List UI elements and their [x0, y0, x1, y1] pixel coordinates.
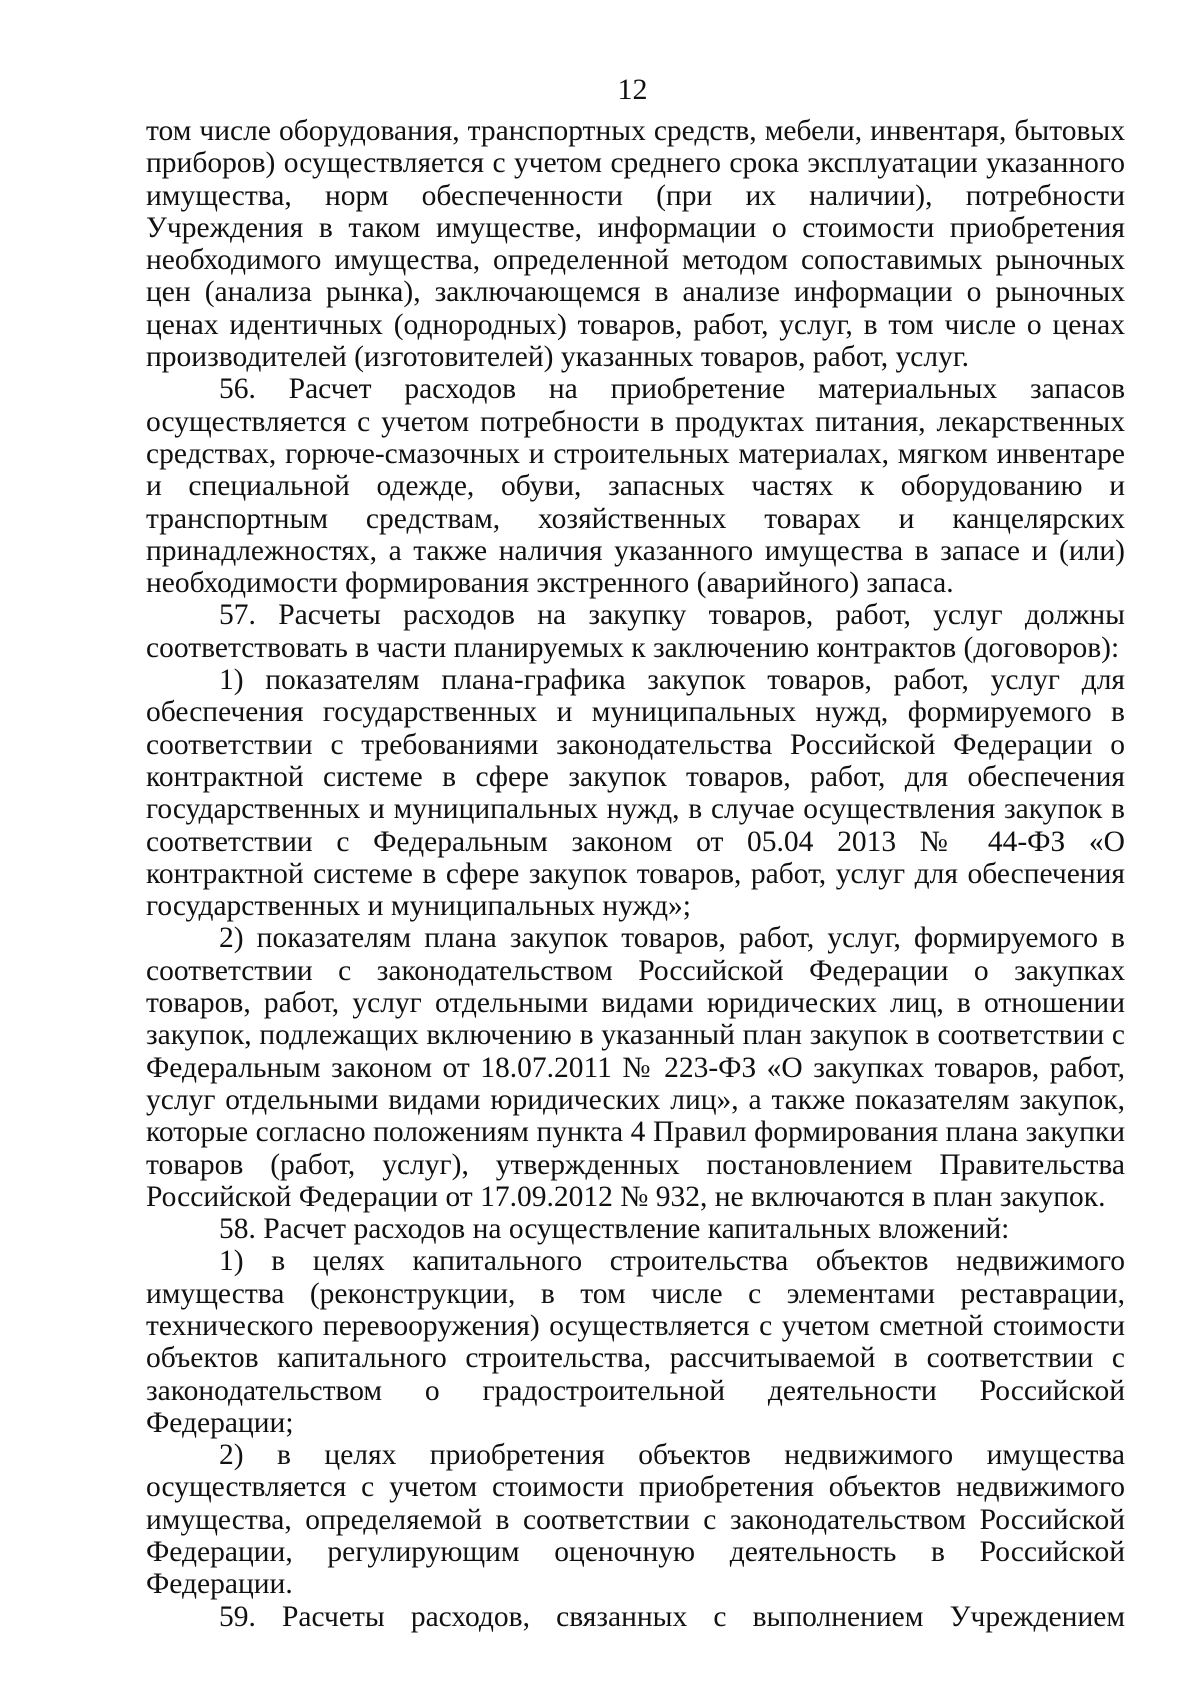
paragraph-59: 59. Расчеты расходов, связанных с выполнением Учреждением [219, 1600, 1125, 1633]
paragraph-continuation: том числе оборудования, транспортных средств, мебели, инвентаря, бытовых приборов) осуществляется с учетом среднего срока эксплуатации указанного имущества, норм обеспеченности (при их наличии), потребности Учреждения в таком имуществе, информации о стоимости приобретения необходимого имущества, определенной методом сопоставимых рыночных цен (анализа рынка), заключающемся в анализе информации о рыночных ценах идентичных (однородных) товаров, работ, услуг, в том числе о ценах производителей (изготовителей) указанных товаров, работ, услуг. [146, 115, 1125, 374]
paragraph-56: 56. Расчет расходов на приобретение материальных запасов осуществляется с учетом потребности в продуктах питания, лекарственных средствах, горюче-смазочных и строительных материалах, мягком инвентаре и специальной одежде, обуви, запасных частях к оборудованию и транспортным средствам, хозяйственных товарах и канцелярских принадлежностях, а также наличия указанного имущества в запасе и (или) необходимости формирования экстренного (аварийного) запаса. [146, 373, 1125, 600]
paragraph-58: 58. Расчет расходов на осуществление капитальных вложений: [219, 1213, 1010, 1246]
paragraph-57-item-2: 2) показателям плана закупок товаров, работ, услуг, формируемого в соответствии с законодательством Российской Федерации о закупках товаров, работ, услуг отдельными видами юридических лиц, в отношении закупок, подлежащих включению в указанный план закупок в соответствии с Федеральным законом от 18.07.2011 № 223-ФЗ «О закупках товаров, работ, услуг отдельными видами юридических лиц», а также показателям закупок, которые согласно положениям пункта 4 Правил формирования плана закупки товаров (работ, услуг), утвержденных постановлением Правительства Российской Федерации от 17.09.2012 № 932, не включаются в план закупок. [146, 922, 1125, 1213]
document-body [146, 115, 1125, 1633]
paragraph-58-item-1: 1) в целях капитального строительства объектов недвижимого имущества (реконструкции, в том числе с элементами реставрации, технического перевооружения) осуществляется с учетом сметной стоимости объектов капитального строительства, рассчитываемой в соответствии с законодательством о градостроительной деятельности Российской Федерации; [146, 1245, 1125, 1439]
paragraph-58-item-2: 2) в целях приобретения объектов недвижимого имущества осуществляется с учетом стоимости приобретения объектов недвижимого имущества, определяемой в соответствии с законодательством Российской Федерации, регулирующим оценочную деятельность в Российской Федерации. [146, 1439, 1125, 1601]
page-number: 12 [617, 73, 648, 106]
paragraph-57: 57. Расчеты расходов на закупку товаров, работ, услуг должны соответствовать в части планируемых к заключению контрактов (договоров): [146, 599, 1125, 664]
paragraph-57-item-1: 1) показателям плана-графика закупок товаров, работ, услуг для обеспечения государственных и муниципальных нужд, формируемого в соответствии с требованиями законодательства Российской Федерации о контрактной системе в сфере закупок товаров, работ, для обеспечения государственных и муниципальных нужд, в случае осуществления закупок в соответствии с Федеральным законом от 05.04 2013 № 44-ФЗ «О контрактной системе в сфере закупок товаров, работ, услуг для обеспечения государственных и муниципальных нужд»; [146, 664, 1125, 923]
